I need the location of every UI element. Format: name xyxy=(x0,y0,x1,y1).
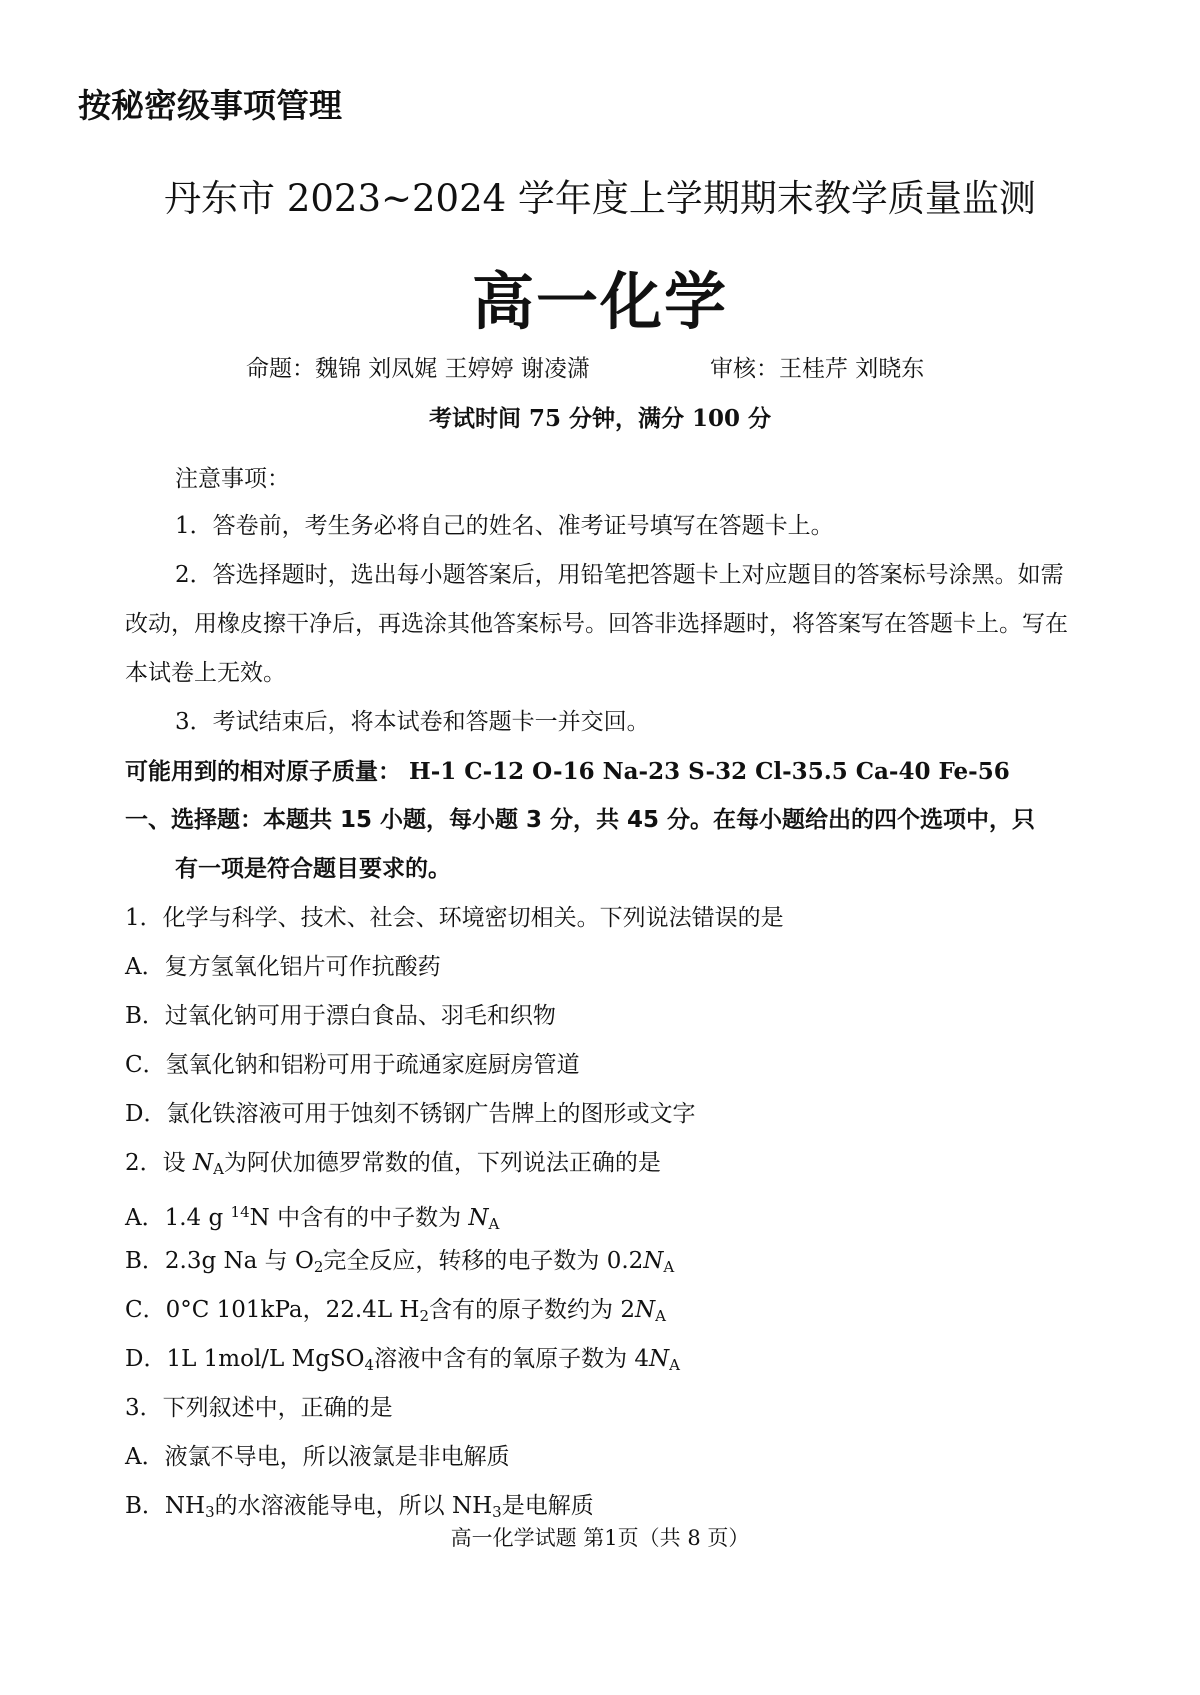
secrecy-label: 按秘密级事项管理 xyxy=(78,86,342,125)
question-2-stem: 2．设 $N_A$为阿伏加德罗常数的值，下列说法正确的是 xyxy=(125,1150,661,1178)
section-1-heading-cont: 有一项是符合题目要求的。 xyxy=(175,856,451,882)
exam-timing: 考试时间 75 分钟，满分 100 分 xyxy=(428,405,772,432)
authors-line: 命题：魏锦 刘凤娓 王婷婷 谢凌潇 xyxy=(246,356,590,382)
question-2-option-c: C．0°C 101kPa，22.4L $H_2$含有的原子数约为 $2N_A$ xyxy=(125,1297,666,1325)
page-footer: 高一化学试题 第1页（共 8 页） xyxy=(450,1526,750,1550)
notice-item-1: 1．答卷前，考生务必将自己的姓名、准考证号填写在答题卡上。 xyxy=(175,513,834,539)
question-1-option-a: A．复方氢氧化铝片可作抗酸药 xyxy=(125,954,441,980)
notice-title: 注意事项： xyxy=(175,466,290,492)
question-3-option-b: B．$NH_3$的水溶液能导电，所以 $NH_3$是电解质 xyxy=(125,1493,594,1521)
notice-item-2: 2．答选择题时，选出每小题答案后，用铅笔把答题卡上对应题目的答案标号涂黑。如需改动，用橡皮擦干净后，再选涂其他答案标号。回答非选择题时，将答案写在答题卡上。写在本试卷上无效。 xyxy=(125,562,1068,686)
question-2-option-b: B．2.3g Na 与 $O_2$完全反应，转移的电子数为 $0.2N_A$ xyxy=(125,1248,675,1276)
section-1-heading: 一、选择题：本题共 15 小题，每小题 3 分，共 45 分。在每小题给出的四个选项中，只 xyxy=(125,807,1036,833)
question-1-option-c: C．氢氧化钠和铝粉可用于疏通家庭厨房管道 xyxy=(125,1052,580,1078)
question-1-option-d: D．氯化铁溶液可用于蚀刻不锈钢广告牌上的图形或文字 xyxy=(125,1101,696,1127)
reviewers-line: 审核：王桂芹 刘晓东 xyxy=(710,356,925,382)
exam-title: 丹东市 2023~2024 学年度上学期期末教学质量监测 xyxy=(164,177,1036,220)
question-3-option-a: A．液氯不导电，所以液氯是非电解质 xyxy=(125,1444,510,1470)
subject-title: 高一化学 xyxy=(471,265,728,338)
notice-item-3: 3．考试结束后，将本试卷和答题卡一并交回。 xyxy=(175,709,650,735)
atomic-masses: 可能用到的相对原子质量： H-1 C-12 O-16 Na-23 S-32 Cl-35.5 Ca-40 Fe-56 xyxy=(125,758,1010,785)
question-1-stem: 1．化学与科学、技术、社会、环境密切相关。下列说法错误的是 xyxy=(125,905,784,931)
question-3-stem: 3．下列叙述中，正确的是 xyxy=(125,1395,393,1421)
question-2-option-d: D．1L 1mol/L MgSO$_4$溶液中含有的氧原子数为 $4N_A$ xyxy=(125,1346,680,1374)
question-1-option-b: B．过氧化钠可用于漂白食品、羽毛和织物 xyxy=(125,1003,556,1029)
question-2-option-a: A．1.4 g $^{14}$N 中含有的中子数为 $N_A$ xyxy=(125,1203,500,1233)
